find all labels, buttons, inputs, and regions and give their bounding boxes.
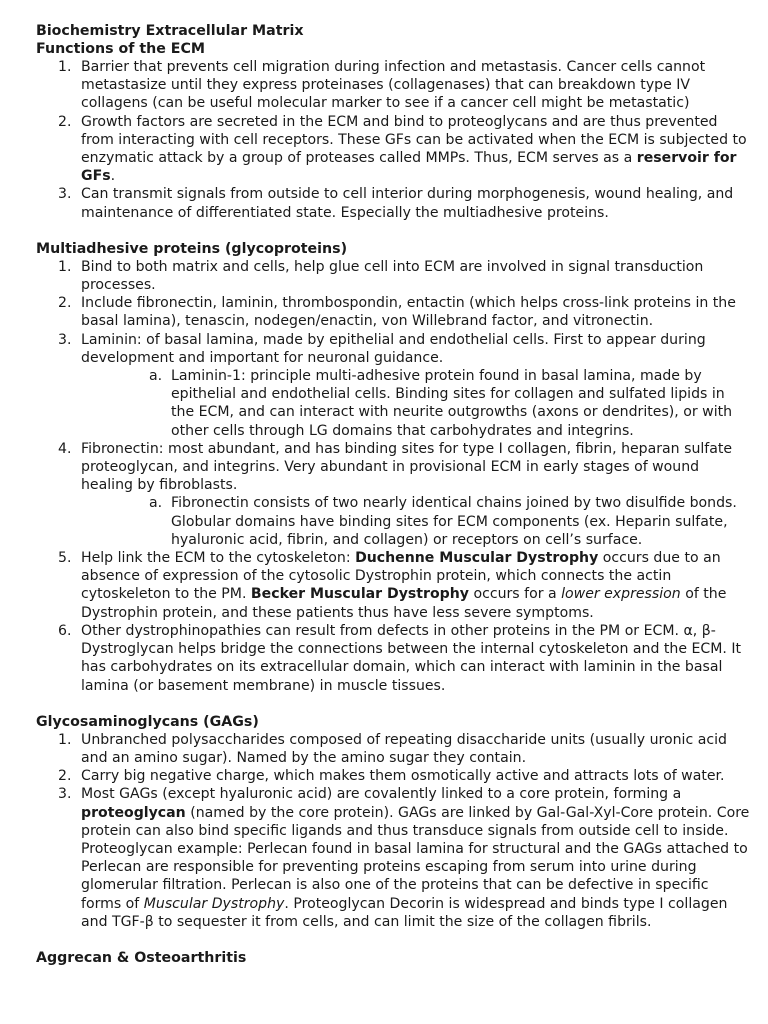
item-text: Carry big negative charge, which makes them osmotically active and attracts lots of water.: [81, 768, 725, 785]
italic-text: Muscular Dystrophy: [143, 895, 285, 912]
numbered-list: [36, 731, 750, 931]
list-item: [36, 731, 750, 767]
item-text: Bind to both matrix and cells, help glue cell into ECM are involved in signal transduction processes.: [81, 258, 704, 294]
sub-list-item: [81, 494, 750, 549]
list-number: 2.: [58, 295, 72, 312]
bold-text: Becker Muscular Dystrophy: [250, 586, 469, 603]
numbered-list: [36, 58, 750, 222]
section-heading: Glycosaminoglycans (GAGs): [36, 713, 259, 730]
document-body: [36, 40, 750, 967]
item-text: .: [110, 168, 116, 185]
item-text: Growth factors are secreted in the ECM and bind to proteoglycans and are thus prevented from interacting with cell receptors. These GFs can be activated when the ECM is subjected to enzymatic attack by a group of proteases called MMPs. Thus, ECM serves as a: [81, 113, 747, 167]
list-item: [36, 185, 750, 221]
item-text: Include fibronectin, laminin, thrombospondin, entactin (which helps cross-link proteins in the basal lamina), tenascin, nodegen/enactin, von Willebrand factor, and vitronectin.: [81, 295, 736, 330]
item-text: Most GAGs (except hyaluronic acid) are covalently linked to a core protein, forming a: [81, 786, 682, 803]
list-item: [36, 440, 750, 549]
list-item: [36, 331, 750, 440]
sub-list: [81, 367, 750, 440]
list-item: [36, 622, 750, 695]
item-text: Laminin-1: principle multi-adhesive protein found in basal lamina, made by epithelial and endothelial cells. Binding sites for collagen and sulfated lipids in the ECM, and can interact with neurite outgrowths (axons or dendrites), or with other cells through LG domains that carbohydrates and integrins.: [171, 368, 733, 439]
section-heading: Functions of the ECM: [36, 41, 205, 57]
section-heading: Multiadhesive proteins (glycoproteins): [36, 240, 348, 257]
section-heading: Aggrecan & Osteoarthritis: [36, 949, 247, 966]
list-item: [36, 58, 750, 113]
item-text: Fibronectin consists of two nearly identical chains joined by two disulfide bonds. Globular domains have binding sites for ECM components (ex. Heparin sulfate, hyaluronic acid, fibrin, and collagen) or receptors on cell’s surface.: [171, 495, 737, 548]
list-number: 5.: [58, 550, 72, 567]
list-number: a.: [149, 495, 163, 512]
list-number: 2.: [58, 113, 72, 130]
item-text: (named by the core protein). GAGs are linked by Gal-Gal-Xyl-Core protein. Core protein can also bind specific ligands and thus transduce signals from outside cell to inside. Proteoglycan example: Perlecan found in basal lamina for structural and the GAGs attached to Perlecan are responsible for preventing proteins escaping from serum into urine during glomerular filtration. Perlecan is also one of the proteins that can be defective in specific forms of: [81, 804, 750, 912]
list-number: 2.: [58, 768, 72, 785]
item-text: Help link the ECM to the cytoskeleton:: [81, 550, 356, 567]
list-number: a.: [149, 368, 163, 385]
list-number: 1.: [58, 59, 72, 75]
sub-list: [81, 494, 750, 549]
list-number: 6.: [58, 622, 72, 639]
list-number: 3.: [58, 786, 72, 803]
list-number: 1.: [58, 258, 72, 275]
item-text: Fibronectin: most abundant, and has binding sites for type I collagen, fibrin, heparan sulfate proteoglycan, and integrins. Very abundant in provisional ECM in early stages of wound healing by fibroblasts.: [81, 440, 733, 494]
list-item: [36, 294, 750, 330]
item-text: Can transmit signals from outside to cell interior during morphogenesis, wound healing, and maintenance of differentiated state. Especially the multiadhesive proteins.: [81, 186, 734, 221]
bold-text: reservoir for GFs: [81, 150, 737, 185]
list-number: 3.: [58, 186, 72, 203]
document-page: [36, 22, 750, 967]
item-text: Laminin: of basal lamina, made by epithelial and endothelial cells. First to appear during development and important for neuronal guidance.: [81, 331, 706, 366]
item-text: occurs for a: [468, 586, 562, 603]
list-number: 4.: [58, 440, 72, 457]
list-item: [36, 785, 750, 931]
list-item: [36, 113, 750, 186]
list-item: [36, 258, 750, 294]
document-title: Biochemistry Extracellular Matrix: [36, 23, 304, 39]
numbered-list: [36, 258, 750, 695]
italic-text: lower expression: [561, 586, 681, 603]
item-text: Unbranched polysaccharides composed of repeating disaccharide units (usually uronic acid and an amino sugar). Named by the amino sugar they contain.: [81, 731, 727, 766]
list-number: 3.: [58, 331, 72, 348]
item-text: occurs due to an absence of expression of the cytosolic Dystrophin protein, which connects the actin cytoskeleton to the PM.: [81, 550, 721, 603]
item-text: . Proteoglycan Decorin is widespread and binds type I collagen and TGF-β to sequester it from cells, and can limit the size of the collagen fibrils.: [81, 895, 728, 930]
item-text: of the Dystrophin protein, and these patients thus have less severe symptoms.: [81, 586, 727, 621]
bold-text: proteoglycan: [81, 804, 186, 821]
list-item: [36, 549, 750, 622]
sub-list-item: [81, 367, 750, 440]
bold-text: Duchenne Muscular Dystrophy: [355, 550, 599, 567]
item-text: Other dystrophinopathies can result from defects in other proteins in the PM or ECM. α, β-Dystroglycan helps bridge the connections between the internal cytoskeleton and the ECM. It has carbohydrates on its extracellular domain, which can interact with laminin in the basal lamina (or basement membrane) in muscle tissues.: [81, 622, 742, 694]
item-text: Barrier that prevents cell migration during infection and metastasis. Cancer cells cannot metastasize until they express proteinases (collagenases) that can breakdown type IV collagens (can be useful molecular marker to see if a cancer cell might be metastatic): [81, 59, 706, 112]
list-item: [36, 767, 750, 785]
list-number: 1.: [58, 731, 72, 748]
